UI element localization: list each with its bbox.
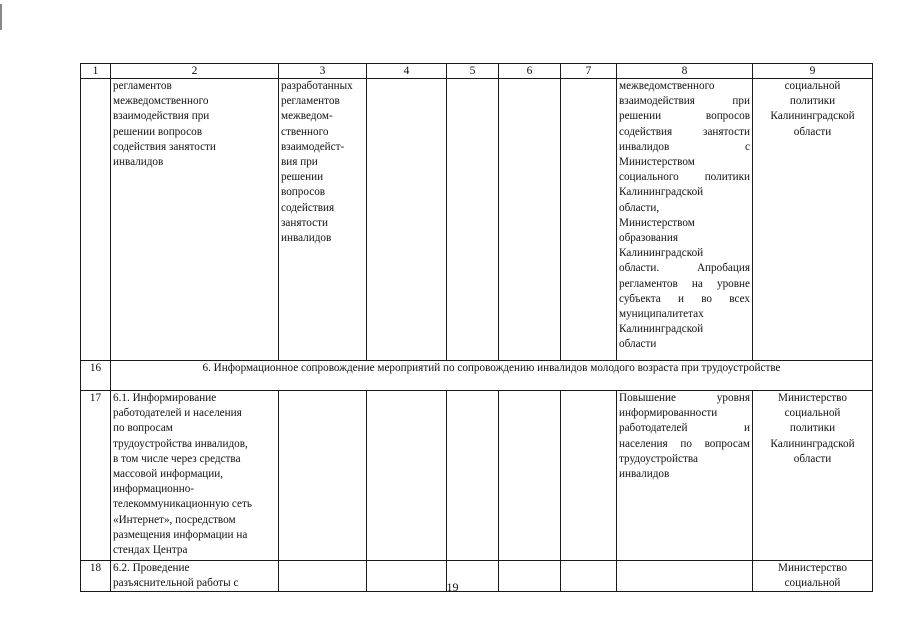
cell-line: решении вопросов (113, 125, 202, 138)
cell-line: инвалидов (113, 156, 164, 169)
cell-line: социального политики (619, 171, 750, 184)
cell-line: Министерством (619, 216, 695, 229)
cell-line: работодателей и (619, 422, 750, 435)
row-number-cell (81, 79, 111, 361)
cell-line: решении вопросов (619, 110, 750, 123)
empty-cell-5 (447, 391, 499, 561)
cell-line: социальной (784, 80, 841, 92)
cell-line: трудоустройства инвалидов, (113, 437, 248, 450)
cell-line: Калининградской (619, 186, 704, 199)
cell-line: информационно- (113, 483, 195, 496)
col-header-6: 6 (499, 64, 561, 79)
cell-line: разъяснительной работы с (113, 577, 239, 590)
empty-cell-4 (367, 79, 447, 361)
empty-cell-3 (279, 391, 367, 561)
cell-line: Калининградской (619, 247, 704, 260)
empty-cell-6 (499, 391, 561, 561)
cell-line: содействия занятости (113, 140, 216, 153)
col-header-4: 4 (367, 64, 447, 79)
cell-line: политики (789, 95, 836, 108)
table-row-continued (81, 79, 873, 361)
cell-line: регламентов (281, 95, 340, 108)
column-number-row (81, 64, 873, 79)
cell-line: межведомственного (619, 80, 715, 92)
cell-line: 6.1. Информирование (113, 392, 217, 404)
row-number: 18 (81, 561, 111, 592)
cell-line: Калининградской (770, 110, 855, 123)
section-row (81, 361, 873, 391)
cell-line: инвалидов с (619, 140, 750, 153)
cell-line: субъекта и во всех (619, 292, 750, 305)
cell-line: социальной (784, 407, 841, 420)
section-title: 6. Информационное сопровождение мероприятий по сопровождению инвалидов молодого возраста при трудоустройстве (111, 361, 873, 391)
cell-line: взаимодействия при (113, 110, 210, 123)
cell-line: вия при (281, 156, 318, 169)
cell-line: содействия (281, 201, 335, 214)
cell-line: Министерство (778, 562, 847, 574)
cell-line: инвалидов (281, 232, 332, 245)
cell-line: массовой информации, (113, 468, 224, 481)
cell-line: телекоммуникационную сеть (113, 498, 252, 511)
page-number: 19 (446, 580, 459, 594)
cell-line: Повышение уровня (619, 392, 750, 404)
responsible-cell (753, 79, 873, 361)
result-cell (279, 79, 367, 361)
cell-line: «Интернет», посредством (113, 513, 236, 526)
measure-name-cell (111, 391, 279, 561)
row-number: 16 (81, 361, 111, 391)
cell-line: 6.2. Проведение (113, 562, 190, 574)
col-header-3: 3 (279, 64, 367, 79)
col-header-7: 7 (561, 64, 617, 79)
empty-cell-5 (447, 79, 499, 361)
cell-line: населения по вопросам (619, 437, 750, 450)
col-header-1: 1 (81, 64, 111, 79)
cell-line: области (793, 452, 832, 465)
cell-line: регламентов на уровне (619, 277, 750, 290)
cell-line: Калининградской (770, 437, 855, 450)
cell-line: Министерство (778, 392, 847, 404)
cell-line: информированности (619, 407, 718, 420)
col-header-9: 9 (753, 64, 873, 79)
responsible-cell (753, 391, 873, 561)
scan-mark (0, 4, 2, 30)
cell-line: социальной (784, 577, 841, 590)
cell-line: решении (281, 171, 324, 184)
cell-line: содействия занятости (619, 125, 750, 138)
col-header-2: 2 (111, 64, 279, 79)
cell-line: области, (619, 201, 660, 214)
cell-line: области. Апробация (619, 262, 750, 275)
cell-line: Калининградской (619, 323, 704, 336)
cell-line: вопросов (281, 186, 326, 199)
empty-cell-6 (499, 79, 561, 361)
cell-line: размещения информации на (113, 528, 248, 541)
cell-line: разработанных (281, 80, 353, 92)
empty-cell-7 (561, 391, 617, 561)
cell-line: работодателей и населения (113, 407, 242, 420)
col-header-5: 5 (447, 64, 499, 79)
cell-line: межведом- (281, 110, 333, 123)
cell-line: в том числе через средства (113, 452, 241, 465)
cell-line: занятости (281, 216, 328, 229)
cell-line: области (793, 125, 832, 138)
cell-line: регламентов (113, 80, 172, 92)
cell-line: взаимодействия при (619, 95, 750, 108)
row-number: 17 (81, 391, 111, 561)
table-row (81, 391, 873, 561)
cell-line: по вопросам (113, 422, 173, 435)
cell-line: взаимодейст- (281, 140, 345, 153)
measures-table (80, 63, 873, 592)
col-header-8: 8 (617, 64, 753, 79)
cell-line: области (619, 338, 657, 351)
cell-line: Министерством (619, 156, 695, 169)
cell-line: стендах Центра (113, 544, 188, 557)
cell-line: трудоустройства (619, 452, 698, 465)
effect-cell (617, 391, 753, 561)
cell-line: инвалидов (619, 468, 670, 481)
empty-cell-7 (561, 79, 617, 361)
effect-cell (617, 79, 753, 361)
measure-name-cell (111, 79, 279, 361)
cell-line: межведомственного (113, 95, 209, 108)
cell-line: муниципалитетах (619, 308, 704, 321)
cell-line: образования (619, 232, 679, 245)
cell-line: политики (789, 422, 836, 435)
empty-cell-4 (367, 391, 447, 561)
cell-line: ственного (281, 125, 329, 138)
